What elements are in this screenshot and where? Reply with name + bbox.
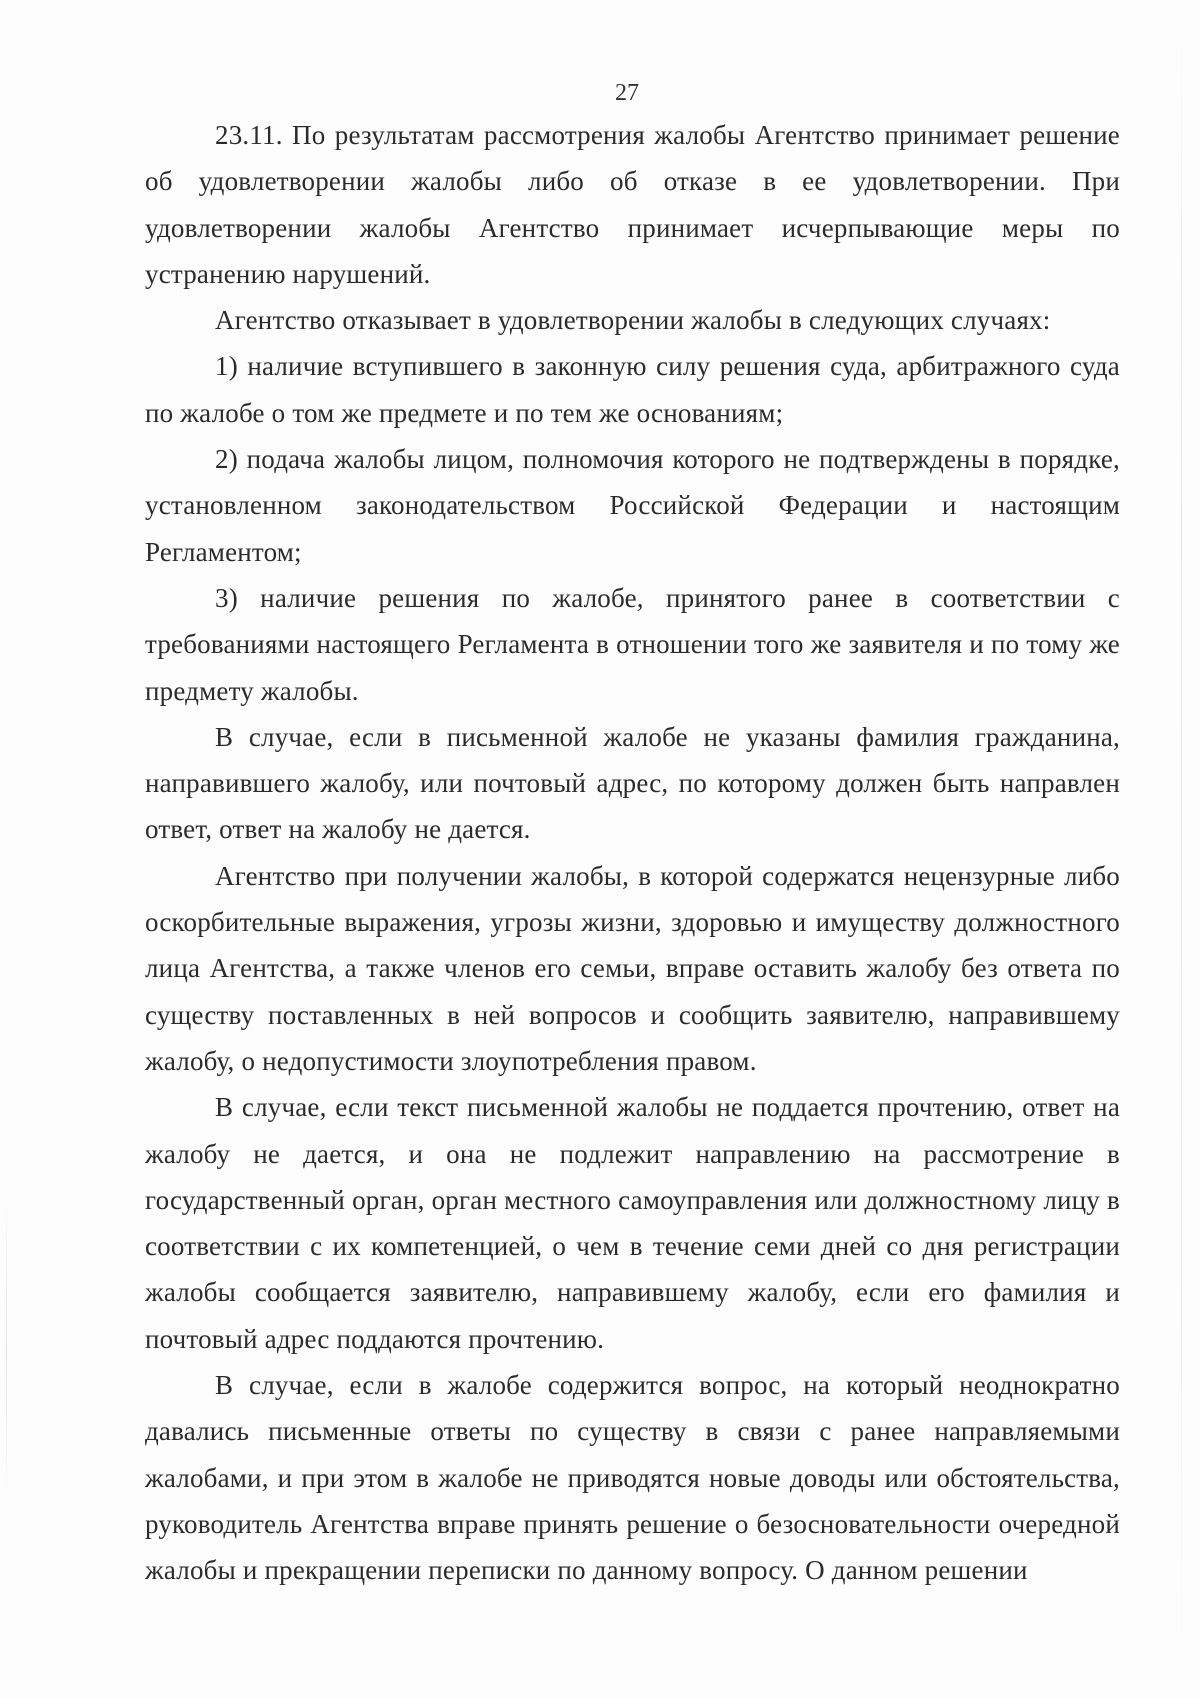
- paragraph-no-name-or-address: В случае, если в письменной жалобе не указаны фамилия гражданина, направившего жалобу, или почтовый адрес, по которому должен быть направлен ответ, ответ на жалобу не дается.: [145, 721, 1120, 845]
- paragraph-refusal-case-3: 3) наличие решения по жалобе, принятого ранее в соответствии с требованиями настоящего Регламента в отношении того же заявителя и по тому же предмету жалобы.: [145, 582, 1120, 706]
- paragraph-unreadable-text: В случае, если текст письменной жалобы не поддается прочтению, ответ на жалобу не дается, и она не подлежит направлению на рассмотрение в государственный орган, орган местного самоуправления или должностному лицу в соответствии с их компетенцией, о чем в течение семи дней со дня регистрации жалобы сообщается заявителю, направившему жалобу, если его фамилия и почтовый адрес поддаются прочтению.: [145, 1092, 1120, 1354]
- paragraph-refusal-case-2: 2) подача жалобы лицом, полномочия которого не подтверждены в порядке, установленном законодательством Российской Федерации и настоящим Регламентом;: [145, 444, 1120, 567]
- paragraph-refusal-case-1: 1) наличие вступившего в законную силу решения суда, арбитражного суда по жалобе о том же предмете и по тем же основаниям;: [145, 351, 1120, 428]
- page-number: 27: [615, 80, 639, 106]
- scan-edge-line: [1181, 0, 1182, 1698]
- paragraph-repeated-question: В случае, если в жалобе содержится вопрос, на который неоднократно давались письменные ответы по существу в связи с ранее направляемыми жалобами, и при этом в жалобе не приводятся новые доводы или обстоятельства, руководитель Агентства вправе принять решение о безосновательности очередной жалобы и прекращении переписки по данному вопросу. О данном решении: [145, 1370, 1120, 1586]
- paragraph-refusal-cases-intro: Агентство отказывает в удовлетворении жалобы в следующих случаях:: [215, 305, 1051, 336]
- scan-edge-line-left: [6, 1200, 7, 1500]
- paragraph-abusive-language: Агентство при получении жалобы, в которой содержатся нецензурные либо оскорбительные выражения, угрозы жизни, здоровью и имуществу должностного лица Агентства, а также членов его семьи, вправе оставить жалобу без ответа по существу поставленных в ней вопросов и сообщить заявителю, направившему жалобу, о недопустимости злоупотребления правом.: [145, 860, 1120, 1076]
- paragraph-decision-on-complaint: 23.11. По результатам рассмотрения жалобы Агентство принимает решение об удовлетворении жалобы либо об отказе в ее удовлетворении. При удовлетворении жалобы Агентство принимает исчерпывающие меры по устранению нарушений.: [145, 120, 1120, 289]
- document-body: [145, 112, 1120, 1594]
